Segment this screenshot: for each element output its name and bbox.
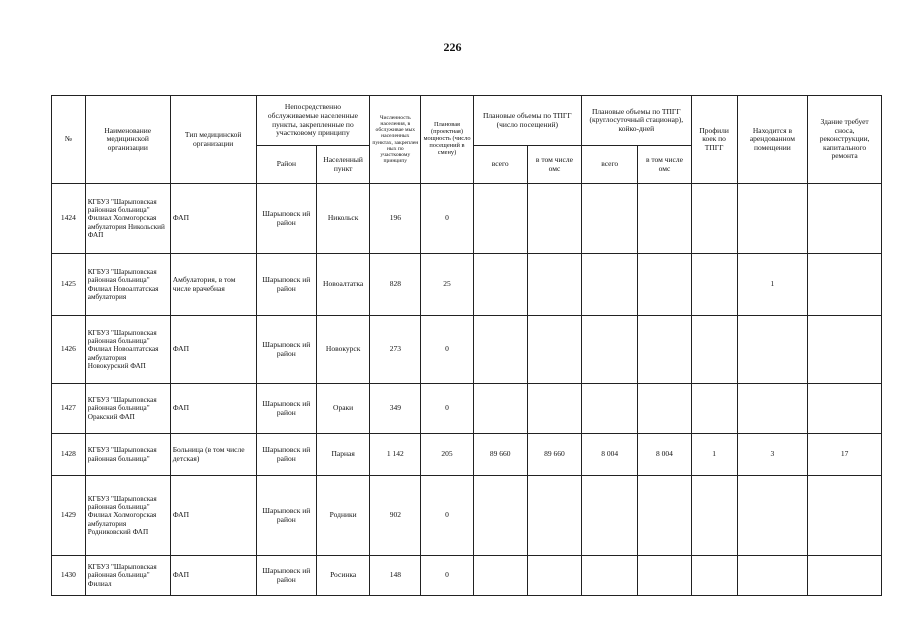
cell-beds-oms (638, 184, 691, 254)
cell-visits-oms (527, 556, 581, 596)
cell-repair (808, 184, 882, 254)
cell-population: 828 (370, 254, 421, 316)
cell-visits-oms (527, 384, 581, 434)
header-rented: Находится в арендованном помещении (737, 96, 808, 184)
cell-org-name: КГБУЗ "Шарыповская районная больница" Филиал (85, 556, 170, 596)
cell-org-type: Амбулатория, в том числе врачебная (170, 254, 256, 316)
table-body (52, 184, 882, 596)
cell-beds-total (582, 556, 638, 596)
cell-row-number: 1425 (52, 254, 86, 316)
cell-row-number: 1427 (52, 384, 86, 434)
cell-visits-oms (527, 316, 581, 384)
cell-settlement: Парная (317, 434, 370, 476)
cell-org-type: ФАП (170, 316, 256, 384)
cell-repair (808, 316, 882, 384)
cell-beds-total (582, 384, 638, 434)
header-profile-beds: Профили коек по ТПГГ (691, 96, 737, 184)
cell-district: Шарыповск ий район (256, 316, 316, 384)
cell-visits-total (473, 384, 527, 434)
cell-org-name: КГБУЗ "Шарыповская районная больница" Филиал Холмогорская амбулатория Никольский ФАП (85, 184, 170, 254)
cell-beds-total (582, 316, 638, 384)
cell-beds-oms (638, 384, 691, 434)
cell-district: Шарыповск ий район (256, 434, 316, 476)
cell-beds-total (582, 184, 638, 254)
cell-district: Шарыповск ий район (256, 254, 316, 316)
cell-profile-beds: 1 (691, 434, 737, 476)
header-tpgg-visits: Плановые объемы по ТПГГ (число посещений) (473, 96, 581, 146)
cell-org-name: КГБУЗ "Шарыповская районная больница" Филиал Холмогорская амбулатория Родниковский ФАП (85, 476, 170, 556)
cell-beds-oms (638, 556, 691, 596)
header-tpgg-beds: Плановые объемы по ТПГГ (круглосуточный стационар), койко-дней (582, 96, 692, 146)
cell-repair (808, 476, 882, 556)
cell-org-type: Больница (в том числе детская) (170, 434, 256, 476)
cell-capacity: 0 (421, 184, 473, 254)
table-row (52, 434, 882, 476)
cell-visits-total (473, 556, 527, 596)
cell-beds-oms (638, 316, 691, 384)
header-repair: Здание требует сноса, реконструкции, капитального ремонта (808, 96, 882, 184)
cell-beds-total: 8 004 (582, 434, 638, 476)
cell-population: 349 (370, 384, 421, 434)
cell-population: 902 (370, 476, 421, 556)
cell-row-number: 1429 (52, 476, 86, 556)
cell-capacity: 205 (421, 434, 473, 476)
cell-repair: 17 (808, 434, 882, 476)
cell-profile-beds (691, 476, 737, 556)
header-capacity: Плановая (проектная) мощность (число посещений в смену) (421, 96, 473, 184)
cell-profile-beds (691, 556, 737, 596)
cell-org-name: КГБУЗ "Шарыповская районная больница" Филиал Новоалтатская амбулатория (85, 254, 170, 316)
cell-profile-beds (691, 254, 737, 316)
facilities-table (51, 95, 882, 596)
cell-settlement: Новоалтатка (317, 254, 370, 316)
cell-visits-total (473, 476, 527, 556)
header-beds-total: всего (582, 146, 638, 184)
cell-visits-oms (527, 476, 581, 556)
cell-capacity: 0 (421, 384, 473, 434)
header-population: Численность населения, в обслуживае мых населенных пунктах, закреплен ных по участковому принципу (370, 96, 421, 184)
table-row (52, 556, 882, 596)
cell-beds-oms (638, 476, 691, 556)
cell-visits-total (473, 184, 527, 254)
cell-rented (737, 316, 808, 384)
cell-beds-total (582, 254, 638, 316)
cell-row-number: 1424 (52, 184, 86, 254)
cell-org-name: КГБУЗ "Шарыповская районная больница" Филиал Новоалтатская амбулатория Новокурский ФАП (85, 316, 170, 384)
header-visits-total: всего (473, 146, 527, 184)
cell-repair (808, 384, 882, 434)
cell-org-type: ФАП (170, 184, 256, 254)
cell-settlement: Новокурск (317, 316, 370, 384)
cell-visits-total (473, 254, 527, 316)
cell-rented (737, 384, 808, 434)
cell-beds-total (582, 476, 638, 556)
cell-settlement: Никольск (317, 184, 370, 254)
table-row (52, 184, 882, 254)
cell-district: Шарыповск ий район (256, 184, 316, 254)
cell-profile-beds (691, 316, 737, 384)
cell-rented (737, 556, 808, 596)
cell-profile-beds (691, 184, 737, 254)
table-row (52, 384, 882, 434)
cell-profile-beds (691, 384, 737, 434)
cell-district: Шарыповск ий район (256, 556, 316, 596)
cell-district: Шарыповск ий район (256, 384, 316, 434)
cell-repair (808, 254, 882, 316)
cell-population: 273 (370, 316, 421, 384)
header-org-name: Наименование медицинской организации (85, 96, 170, 184)
header-org-type: Тип медицинской организации (170, 96, 256, 184)
cell-row-number: 1430 (52, 556, 86, 596)
cell-district: Шарыповск ий район (256, 476, 316, 556)
cell-row-number: 1426 (52, 316, 86, 384)
cell-visits-oms (527, 254, 581, 316)
cell-settlement: Ораки (317, 384, 370, 434)
cell-repair (808, 556, 882, 596)
cell-beds-oms: 8 004 (638, 434, 691, 476)
cell-beds-oms (638, 254, 691, 316)
table-row (52, 476, 882, 556)
header-visits-oms: в том числе омс (527, 146, 581, 184)
cell-visits-total: 89 660 (473, 434, 527, 476)
cell-capacity: 0 (421, 556, 473, 596)
header-district: Район (256, 146, 316, 184)
cell-capacity: 0 (421, 316, 473, 384)
page-number: 226 (443, 40, 462, 54)
cell-rented (737, 476, 808, 556)
cell-population: 148 (370, 556, 421, 596)
cell-visits-oms: 89 660 (527, 434, 581, 476)
cell-org-name: КГБУЗ "Шарыповская районная больница" (85, 434, 170, 476)
table-row (52, 316, 882, 384)
cell-capacity: 25 (421, 254, 473, 316)
table-row (52, 254, 882, 316)
header-served-points: Непосредственно обслуживаемые населенные пункты, закрепленные по участковому принципу (256, 96, 370, 146)
cell-visits-total (473, 316, 527, 384)
cell-rented (737, 184, 808, 254)
cell-org-name: КГБУЗ "Шарыповская районная больница" Оракский ФАП (85, 384, 170, 434)
header-no: № (52, 96, 86, 184)
cell-visits-oms (527, 184, 581, 254)
header-settlement: Населенный пункт (317, 146, 370, 184)
cell-population: 196 (370, 184, 421, 254)
cell-org-type: ФАП (170, 384, 256, 434)
header-beds-oms: в том числе омс (638, 146, 691, 184)
cell-population: 1 142 (370, 434, 421, 476)
cell-rented: 1 (737, 254, 808, 316)
cell-settlement: Родники (317, 476, 370, 556)
cell-row-number: 1428 (52, 434, 86, 476)
cell-rented: 3 (737, 434, 808, 476)
cell-settlement: Росинка (317, 556, 370, 596)
cell-org-type: ФАП (170, 476, 256, 556)
cell-capacity: 0 (421, 476, 473, 556)
cell-org-type: ФАП (170, 556, 256, 596)
